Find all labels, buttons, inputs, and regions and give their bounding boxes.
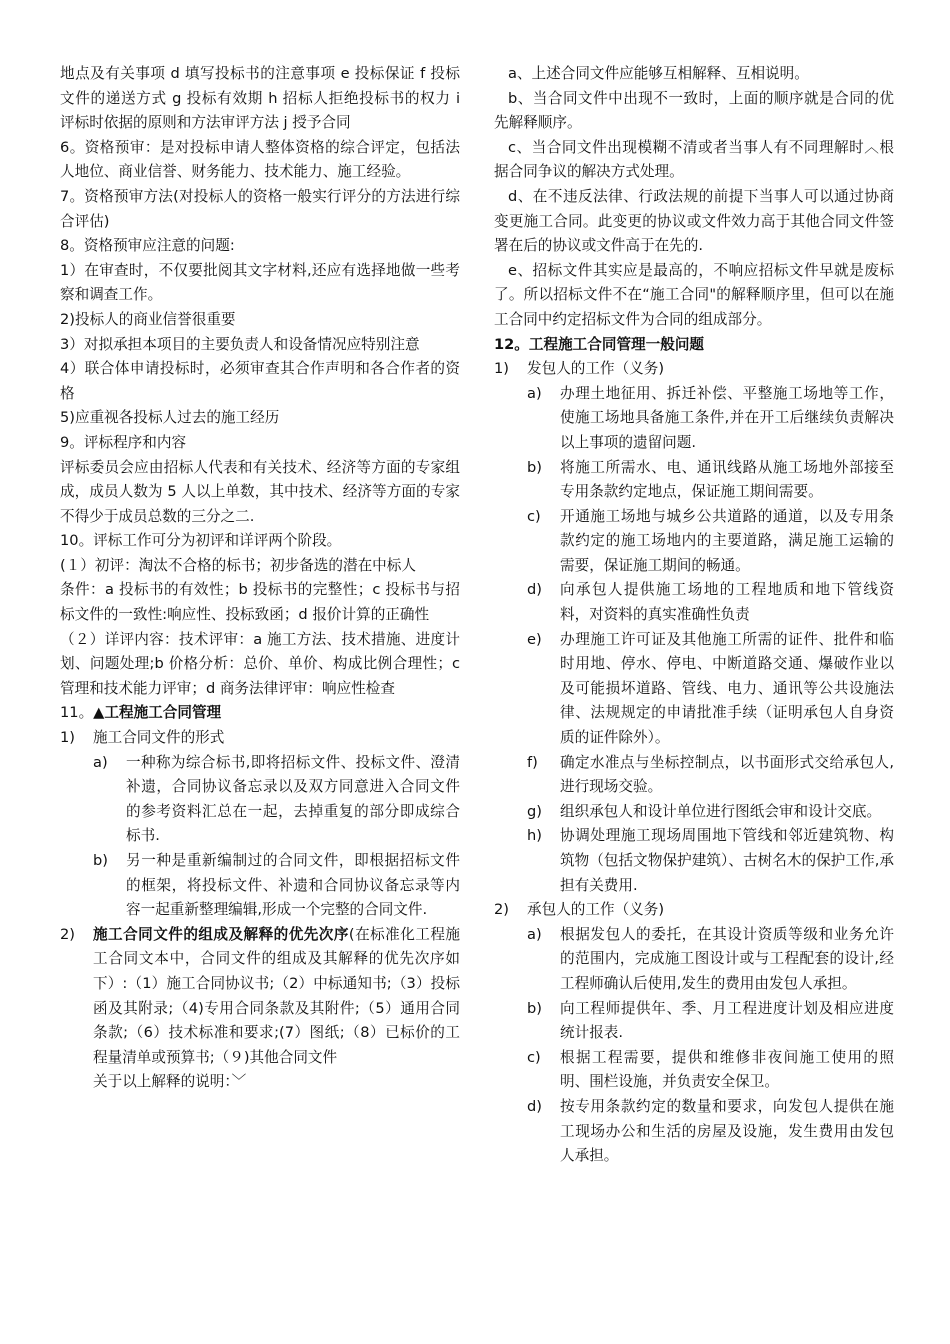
list-title: 施工合同文件的组成及解释的优先次序 xyxy=(93,925,349,943)
left-column xyxy=(60,62,460,1095)
section-8-item-3: 3）对拟承担本项目的主要负责人和设备情况应特别注意 xyxy=(60,335,420,353)
list-number: b) xyxy=(527,458,542,476)
list-number: 1) xyxy=(60,729,75,747)
note-b: b、当合同文件中出现不一致时，上面的顺序就是合同的优先解释顺序。 xyxy=(494,89,894,132)
list-number: e) xyxy=(527,630,542,648)
list-text: 将施工所需水、电、通讯线路从施工场地外部接至专用条款约定地点，保证施工期间需要。 xyxy=(560,458,894,501)
list-item xyxy=(527,1095,894,1169)
list-item xyxy=(527,456,894,505)
section-8: 8。资格预审应注意的问题: xyxy=(60,237,235,255)
list-item xyxy=(527,923,894,997)
list-item xyxy=(527,751,894,800)
list-item xyxy=(93,751,460,849)
list-item xyxy=(527,505,894,579)
section-11-title: ▲工程施工合同管理 xyxy=(93,704,222,722)
section-11-heading xyxy=(60,701,460,726)
section-8-item-1: 1）在审查时，不仅要批阅其文字材料,还应有选择地做一些考察和调查工作。 xyxy=(60,261,460,304)
list-note: 关于以上解释的说明：﹀ xyxy=(93,1073,247,1091)
section-12-heading: 12。工程施工合同管理一般问题 xyxy=(494,335,705,353)
list-text: 根据发包人的委托，在其设计资质等级和业务允许的范围内，完成施工图设计或与工程配套的设计,经工程师确认后使用,发生的费用由发包人承担。 xyxy=(560,925,894,992)
list-item xyxy=(527,800,894,825)
list-item xyxy=(527,1046,894,1095)
list-item xyxy=(60,923,460,1095)
note-c: c、当合同文件出现模糊不清或者当事人有不同理解时︿根据合同争议的解决方式处理。 xyxy=(494,138,894,181)
list-text: 办理土地征用、拆迁补偿、平整施工场地等工作，使施工场地具备施工条件,并在开工后继续负责解决以上事项的遗留问题. xyxy=(560,384,894,451)
list-number: 1) xyxy=(494,360,509,378)
list-item xyxy=(93,849,460,923)
list-text: 开通施工场地与城乡公共道路的通道，以及专用条款约定的施工场地内的主要道路，满足施工运输的需要，保证施工期间的畅通。 xyxy=(560,507,894,574)
list-number: b) xyxy=(93,852,108,869)
list-number: c) xyxy=(527,507,541,525)
note-a: a、上述合同文件应能够互相解释、互相说明。 xyxy=(508,65,809,82)
note-e: e、招标文件其实应是最高的，不响应招标文件早就是废标了。所以招标文件不在“施工合同"的解释顺序里，但可以在施工合同中约定招标文件为合同的组成部分。 xyxy=(494,261,894,328)
list-number: c) xyxy=(527,1048,541,1066)
list-text: 另一种是重新编制过的合同文件，即根据招标文件的框架，将投标文件、补遗和合同协议备忘录等内容一起重新整理编辑,形成一个完整的合同文件. xyxy=(126,852,460,919)
list-item xyxy=(527,824,894,898)
list-number: f) xyxy=(527,753,538,771)
right-column xyxy=(494,62,894,1169)
section-10-first-review: (１）初评：淘汰不合格的标书；初步备选的潜在中标人 xyxy=(60,556,416,574)
list-number: b) xyxy=(527,999,542,1017)
section-11-number: 11。 xyxy=(60,704,94,722)
list-number: 2) xyxy=(60,925,75,943)
list-number: g) xyxy=(527,802,542,820)
list-text: 一种称为综合标书,即将招标文件、投标文件、澄清补遗，合同协议备忘录以及双方同意进入合同文件的参考资料汇总在一起，去掉重复的部分即成综合标书. xyxy=(126,753,460,845)
list-number: a) xyxy=(527,384,542,402)
section-10: 10。评标工作可分为初评和详评两个阶段。 xyxy=(60,532,342,550)
list-text: 办理施工许可证及其他施工所需的证件、批件和临时用地、停水、停电、中断道路交通、爆破作业以及可能损坏道路、管线、电力、通讯等公共设施法律、法规规定的申请批准手续（证明承包人自身资质的证件除外）。 xyxy=(560,630,894,747)
section-8-item-4: 4）联合体申请投标时，必须审查其合作声明和各合作者的资格 xyxy=(60,360,460,402)
list-text: 向承包人提供施工场地的工程地质和地下管线资料，对资料的真实准确性负责 xyxy=(560,581,894,624)
list-number: a) xyxy=(93,753,108,771)
list-text: 承包人的工作（义务) xyxy=(527,901,665,919)
list-text xyxy=(93,923,460,1095)
employer-duties-list xyxy=(494,382,894,898)
list-body: (在标准化工程施工合同文本中，合同文件的组成及其解释的优先次序如下）:（1）施工合同协议书;（2）中标通知书;（3）投标函及其附录;（4)专用合同条款及其附件;（5）通用合同条款;（6）技术标准和要求;(7）图纸;（8）已标价的工程量清单或预算书;（９)其他合同文件 xyxy=(93,925,460,1066)
list-number: d) xyxy=(527,581,542,599)
list-number: a) xyxy=(527,925,542,943)
list-item xyxy=(527,382,894,456)
list-text: 施工合同文件的形式 xyxy=(93,729,225,747)
list-item xyxy=(527,997,894,1046)
list-item xyxy=(60,726,460,751)
section-9: 9。评标程序和内容 xyxy=(60,433,187,451)
list-number: d) xyxy=(527,1097,542,1115)
intro-paragraph: 地点及有关事项 d 填写投标书的注意事项 e 投标保证 f 投标文件的递送方式 g 投标有效期 h 招标人拒绝投标书的权力 i 评标时依据的原则和方法审评方法 j 授予合同 xyxy=(60,65,460,132)
list-item xyxy=(527,628,894,751)
list-text: 根据工程需要，提供和维修非夜间施工使用的照明、围栏设施，并负责安全保卫。 xyxy=(560,1048,894,1091)
section-8-item-5: 5)应重视各投标人过去的施工经历 xyxy=(60,409,280,427)
list-item xyxy=(494,357,894,382)
list-item xyxy=(494,898,894,923)
section-10-conditions: 条件：a 投标书的有效性；b 投标书的完整性；c 投标书与招标文件的一致性:响应性、投标致函；d 报价计算的正确性 xyxy=(60,581,460,624)
list-text: 发包人的工作（义务) xyxy=(527,360,665,378)
note-d: d、在不违反法律、行政法规的前提下当事人可以通过协商变更施工合同。此变更的协议或文件效力高于其他合同文件签署在后的协议或文件高于在先的. xyxy=(494,187,894,255)
section-7: 7。资格预审方法(对投标人的资格一般实行评分的方法进行综合评估) xyxy=(60,187,460,230)
section-9-body: 评标委员会应由招标人代表和有关技术、经济等方面的专家组成，成员人数为 5 人以上单数，其中技术、经济等方面的专家不得少于成员总数的三分之二. xyxy=(60,458,460,525)
contractor-duties-list xyxy=(494,923,894,1169)
list-text: 组织承包人和设计单位进行图纸会审和设计交底。 xyxy=(560,802,882,820)
section-8-item-2: 2)投标人的商业信誉很重要 xyxy=(60,310,236,328)
list-number: 2) xyxy=(494,901,509,919)
section-10-detailed-review: （２）详评内容：技术评审：a 施工方法、技术措施、进度计划、问题处理;b 价格分析：总价、单价、构成比例合理性；c 管理和技术能力评审；d 商务法律评审：响应性检查 xyxy=(60,630,460,697)
section-6: 6。资格预审：是对投标申请人整体资格的综合评定，包括法人地位、商业信誉、财务能力、技术能力、施工经验。 xyxy=(60,138,460,181)
list-text: 按专用条款约定的数量和要求，向发包人提供在施工现场办公和生活的房屋及设施，发生费用由发包人承担。 xyxy=(560,1097,894,1165)
list-text: 确定水准点与坐标控制点，以书面形式交给承包人,进行现场交验。 xyxy=(560,753,894,796)
list-text: 向工程师提供年、季、月工程进度计划及相应进度统计报表. xyxy=(560,999,894,1042)
list-number: h) xyxy=(527,827,542,845)
list-item xyxy=(527,578,894,627)
list-text: 协调处理施工现场周围地下管线和邻近建筑物、构筑物（包括文物保护建筑）、古树名木的保护工作,承担有关费用. xyxy=(560,827,894,894)
